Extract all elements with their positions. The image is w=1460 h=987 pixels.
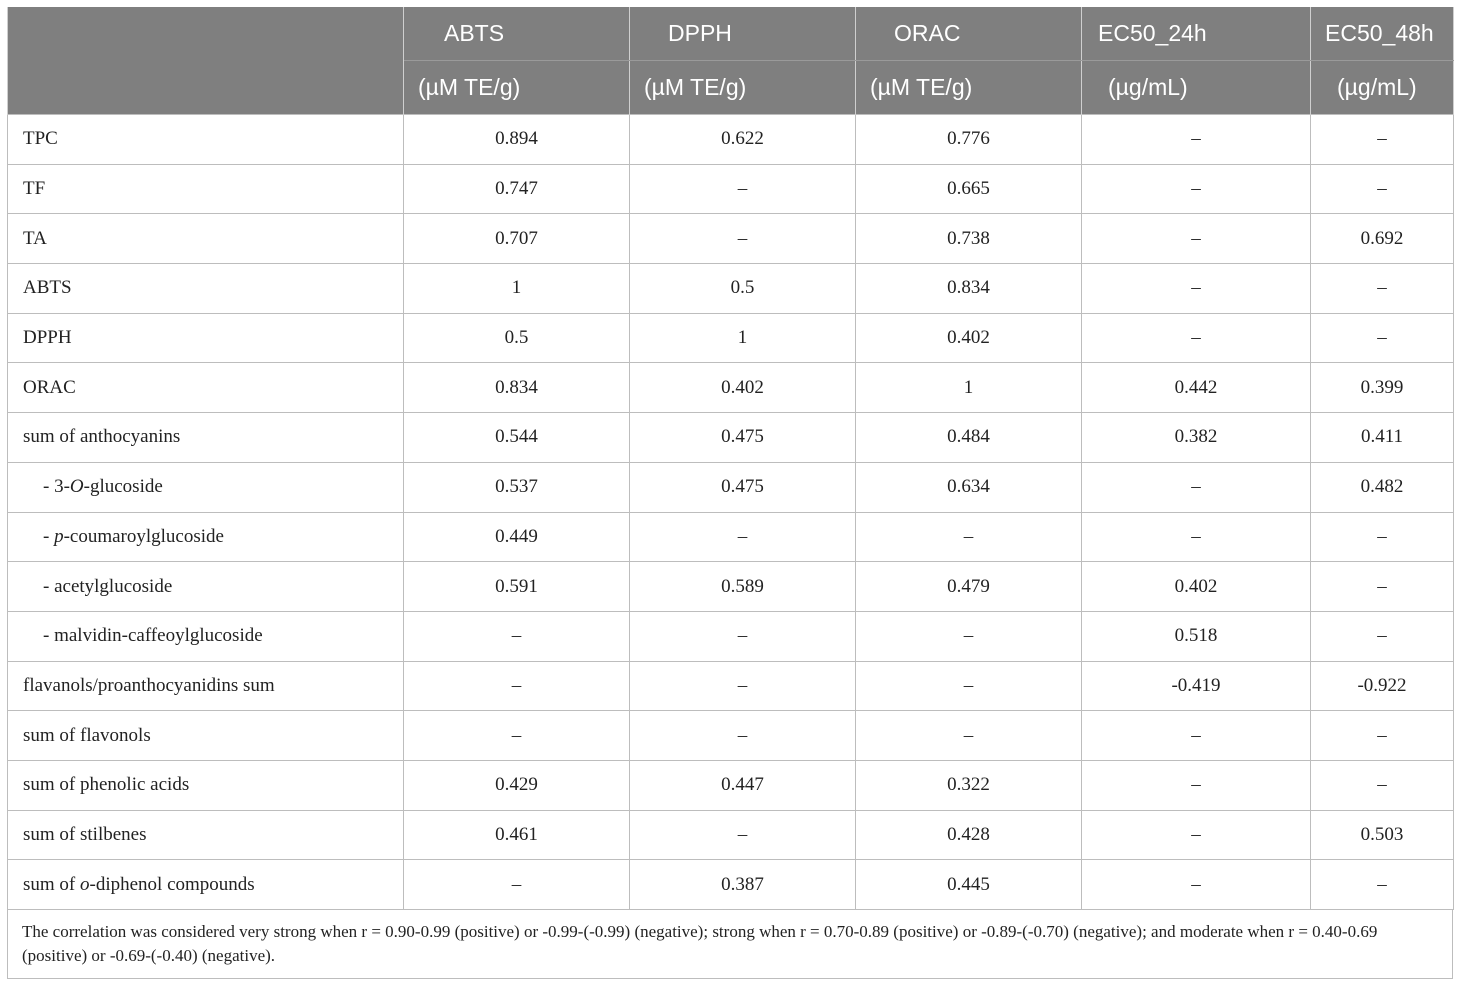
table-cell [856,462,1082,512]
table-row [8,363,1454,413]
cell-value: 0.402 [947,327,990,349]
table-cell [856,711,1082,761]
table-cell [1311,115,1454,165]
table-cell [1311,413,1454,463]
table-cell [630,313,856,363]
table-cell [630,164,856,214]
table-row [8,413,1454,463]
table-cell [630,363,856,413]
table-cell [630,810,856,860]
cell-value: 1 [963,376,974,398]
table-cell [630,462,856,512]
column-header-orac: ORAC [856,7,1082,61]
cell-value: – [1377,625,1387,647]
cell-value: 0.776 [947,128,990,150]
table-row [8,562,1454,612]
cell-value: – [1377,873,1387,895]
row-label: sum of phenolic acids [8,760,404,810]
cell-value: 1 [737,327,748,349]
table-cell [404,760,630,810]
table-cell [630,413,856,463]
row-label-suffix: -coumaroylglucoside [63,525,224,547]
cell-value: 0.747 [495,178,538,200]
table-row [8,760,1454,810]
table-cell [856,810,1082,860]
row-label: flavanols/proanthocyanidins sum [8,661,404,711]
table-cell [1311,264,1454,314]
table-cell [1311,313,1454,363]
cell-value: 0.692 [1360,227,1404,249]
row-label: DPPH [8,313,404,363]
table-cell [1082,363,1311,413]
cell-value: 1 [511,277,522,299]
table-row [8,512,1454,562]
column-unit-dpph: (µM TE/g) [630,61,856,115]
cell-value: – [1191,724,1201,746]
table-cell [1082,860,1311,910]
row-label: ORAC [8,363,404,413]
row-label-italic: o [80,873,90,895]
cell-value: – [963,625,974,647]
column-unit-ec50-48h: (µg/mL) [1311,61,1454,115]
cell-value: 0.475 [721,476,764,498]
cell-value: – [737,724,748,746]
cell-value: 0.622 [721,128,764,150]
table-row [8,860,1454,910]
cell-value: – [737,525,748,547]
row-label [8,512,404,562]
cell-value: 0.402 [721,376,764,398]
row-label: TA [8,214,404,264]
row-label-italic: O [69,476,84,498]
table-cell [1082,264,1311,314]
cell-value: – [737,674,748,696]
column-header-ec50-24h: EC50_24h [1082,7,1311,61]
table-row [8,115,1454,165]
cell-value: 0.322 [947,774,990,796]
cell-value: 0.537 [495,476,538,498]
cell-value: – [511,674,522,696]
header-corner-cell-lower [8,61,404,115]
cell-value: – [1377,327,1387,349]
table-cell [630,711,856,761]
table-cell [1082,562,1311,612]
cell-value: 0.518 [1174,625,1218,647]
table-cell [630,661,856,711]
cell-value: 0.399 [1360,376,1404,398]
table-cell [1082,214,1311,264]
cell-value: 0.503 [1360,823,1404,845]
table-cell [856,363,1082,413]
cell-value: 0.665 [947,178,990,200]
cell-value: – [1191,128,1201,150]
table-cell [1082,313,1311,363]
row-label: TF [8,164,404,214]
column-header-dpph: DPPH [630,7,856,61]
table-cell [404,512,630,562]
cell-value: 0.429 [495,774,538,796]
table-cell [630,760,856,810]
table-cell [1082,711,1311,761]
table-cell [404,462,630,512]
table-cell [856,313,1082,363]
cell-value: -0.419 [1171,674,1221,696]
cell-value: 0.411 [1360,426,1404,448]
cell-value: – [963,525,974,547]
cell-value: 0.591 [495,575,538,597]
table-cell [630,611,856,661]
table-cell [1311,611,1454,661]
cell-value: – [1377,774,1387,796]
table-cell [1082,512,1311,562]
cell-value: – [737,178,748,200]
row-label [8,462,404,512]
cell-value: 0.634 [947,476,990,498]
cell-value: – [1377,277,1387,299]
cell-value: 0.447 [721,774,764,796]
cell-value: – [1377,525,1387,547]
table-body [8,115,1454,910]
table-row [8,462,1454,512]
cell-value: 0.449 [495,525,538,547]
table-cell [1082,164,1311,214]
table-row [8,313,1454,363]
table-cell [630,562,856,612]
cell-value: – [511,724,522,746]
table-header [8,7,1454,115]
row-label: TPC [8,115,404,165]
cell-value: 0.475 [721,426,764,448]
table-cell [1311,214,1454,264]
table-cell [1311,711,1454,761]
cell-value: – [963,724,974,746]
table-cell [1082,462,1311,512]
cell-value: 0.482 [1360,476,1404,498]
cell-value: 0.387 [721,873,764,895]
cell-value: 0.442 [1174,376,1218,398]
table-cell [404,810,630,860]
row-label-suffix: -glucoside [83,476,163,498]
row-label: sum of stilbenes [8,810,404,860]
cell-value: – [1377,575,1387,597]
table-cell [856,115,1082,165]
row-label: - malvidin-caffeoylglucoside [8,611,404,661]
table-row [8,214,1454,264]
table-cell [856,760,1082,810]
column-unit-ec50-24h: (µg/mL) [1082,61,1311,115]
cell-value: 0.894 [495,128,538,150]
table-row [8,264,1454,314]
table-cell [404,313,630,363]
table-cell [1082,611,1311,661]
cell-value: – [1191,327,1201,349]
cell-value: – [1377,178,1387,200]
table-cell [1311,363,1454,413]
table-cell [856,214,1082,264]
cell-value: 0.484 [947,426,990,448]
table-cell [404,115,630,165]
cell-value: 0.382 [1174,426,1218,448]
table-cell [1311,512,1454,562]
table-cell [856,860,1082,910]
cell-value: – [511,625,522,647]
row-label [8,860,404,910]
cell-value: 0.5 [730,277,755,299]
row-label: sum of anthocyanins [8,413,404,463]
row-label: - acetylglucoside [8,562,404,612]
cell-value: 0.738 [947,227,990,249]
table-cell [404,363,630,413]
cell-value: – [1191,525,1201,547]
row-label-prefix: sum of [23,873,80,895]
row-label: ABTS [8,264,404,314]
table-row [8,164,1454,214]
cell-value: 0.428 [947,823,990,845]
cell-value: 0.479 [947,575,990,597]
header-corner-cell [8,7,404,61]
table-cell [404,562,630,612]
correlation-table-container [7,7,1453,979]
column-unit-orac: (µM TE/g) [856,61,1082,115]
table-cell [404,860,630,910]
row-label-prefix: - [43,525,55,547]
cell-value: – [737,625,748,647]
table-cell [404,661,630,711]
row-label: sum of flavonols [8,711,404,761]
table-cell [1082,115,1311,165]
table-cell [856,413,1082,463]
table-cell [404,164,630,214]
table-row [8,810,1454,860]
cell-value: 0.445 [947,873,990,895]
column-header-ec50-48h: EC50_48h [1311,7,1454,61]
table-cell [630,264,856,314]
cell-value: 0.834 [495,376,538,398]
table-cell [856,562,1082,612]
cell-value: – [1191,873,1201,895]
table-cell [630,512,856,562]
row-label-italic: p [54,525,64,547]
cell-value: – [963,674,974,696]
table-cell [856,512,1082,562]
table-cell [856,264,1082,314]
cell-value: – [1191,823,1201,845]
cell-value: 0.461 [495,823,538,845]
cell-value: 0.707 [495,227,538,249]
column-unit-abts: (µM TE/g) [404,61,630,115]
table-cell [856,611,1082,661]
table-row [8,711,1454,761]
column-header-abts: ABTS [404,7,630,61]
table-cell [1082,810,1311,860]
cell-value: 0.589 [721,575,764,597]
cell-value: – [737,227,748,249]
table-cell [1311,562,1454,612]
table-row [8,661,1454,711]
table-cell [630,860,856,910]
row-label-prefix: - 3- [43,476,70,498]
table-cell [1311,661,1454,711]
table-cell [1311,810,1454,860]
cell-value: 0.402 [1174,575,1218,597]
cell-value: – [737,823,748,845]
cell-value: – [1377,724,1387,746]
cell-value: 0.544 [495,426,538,448]
table-cell [856,164,1082,214]
table-cell [1082,661,1311,711]
table-cell [404,413,630,463]
table-cell [630,214,856,264]
table-row [8,611,1454,661]
table-cell [630,115,856,165]
row-label-suffix: -diphenol compounds [89,873,255,895]
table-cell [404,611,630,661]
table-cell [1311,760,1454,810]
table-cell [1311,164,1454,214]
table-cell [1311,462,1454,512]
table-cell [1082,413,1311,463]
correlation-table [7,7,1454,910]
table-cell [856,661,1082,711]
cell-value: 0.834 [947,277,990,299]
cell-value: – [511,873,522,895]
table-cell [404,711,630,761]
table-cell [404,264,630,314]
cell-value: – [1191,277,1201,299]
cell-value: – [1377,128,1387,150]
table-footnote: The correlation was considered very strong when r = 0.90-0.99 (positive) or -0.99-(-0.99) (negative); strong when r = 0.70-0.89 (positive) or -0.89-(-0.70) (negative); and moderate when r = 0.40-0.69 (positive) or -0.69-(-0.40) (negative). [7,910,1453,979]
cell-value: – [1191,476,1201,498]
cell-value: 0.5 [504,327,529,349]
table-cell [1082,760,1311,810]
cell-value: -0.922 [1357,674,1407,696]
cell-value: – [1191,227,1201,249]
table-cell [404,214,630,264]
cell-value: – [1191,178,1201,200]
cell-value: – [1191,774,1201,796]
table-cell [1311,860,1454,910]
